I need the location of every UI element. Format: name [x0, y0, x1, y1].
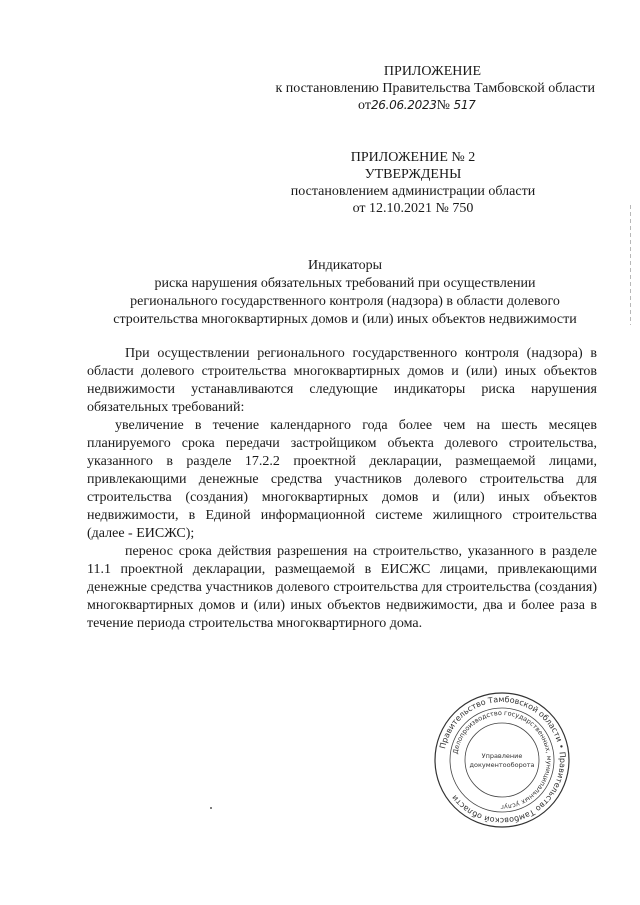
- body-paragraph-2: увеличение в течение календарного года более чем на шесть месяцев планируемого срока передачи застройщиком объекта долевого строительства, указанного в разделе 17.2.2 проектной декларации, размещаемой лицами, привлекающими денежные средства участников долевого строительства для строительства (создания) многоквартирных домов и (или) иных объектов недвижимости, в Единой информационной системе жилищного строительства (далее - ЕИСЖС);: [87, 418, 597, 541]
- title-line-4: строительства многоквартирных домов и (или) иных объектов недвижимости: [113, 312, 577, 327]
- official-seal: [432, 690, 572, 830]
- title-line-1: Индикаторы: [308, 258, 382, 273]
- svg-text:документооборота: документооборота: [469, 761, 535, 769]
- svg-text:Правительство Тамбовской облас: Правительство Тамбовской области • Правительство Тамбовской области: [438, 694, 568, 826]
- document-body: [87, 345, 597, 633]
- approved-dated: от 12.10.2021 № 750: [352, 201, 474, 216]
- appendix-header: [240, 63, 595, 114]
- document-title: [80, 257, 610, 329]
- resolution-date-number: [240, 97, 595, 114]
- body-paragraph-3: перенос срока действия разрешения на строительство, указанного в разделе 11.1 проектной декларации, размещаемой в ЕИСЖС лицами, привлекающими денежные средства участников долевого строительства для строительства (создания) многоквартирных домов и (или) иных объектов недвижимости, два и более раза в течение периода строительства многоквартирного дома.: [87, 544, 597, 631]
- handwritten-date: 26.06.2023: [370, 98, 437, 112]
- approved-by: постановлением администрации области: [290, 184, 536, 199]
- scan-edge-mark: [629, 205, 632, 325]
- approval-block: [268, 149, 558, 217]
- svg-text:Делопроизводство государственн: Делопроизводство государственных, муниципальных услуг: [451, 708, 554, 812]
- svg-text:Управление: Управление: [481, 752, 523, 760]
- title-line-3: регионального государственного контроля (надзора) в области долевого: [130, 294, 560, 309]
- body-paragraph-1: При осуществлении регионального государственного контроля (надзора) в области долевого строительства многоквартирных домов и (или) иных объектов недвижимости устанавливаются следующие индикаторы риска нарушения обязательных требований:: [87, 346, 597, 415]
- approved-label: УТВЕРЖДЕНЫ: [364, 167, 462, 182]
- appendix-to: к постановлению Правительства Тамбовской области: [275, 81, 595, 96]
- seal-icon: [432, 690, 572, 830]
- appendix-title: ПРИЛОЖЕНИЕ: [383, 64, 482, 79]
- number-prefix: №: [436, 98, 451, 113]
- from-prefix: от: [358, 98, 371, 113]
- handwritten-number: 517: [453, 98, 476, 112]
- appendix-number: ПРИЛОЖЕНИЕ № 2: [350, 150, 476, 165]
- scan-speck: [210, 807, 212, 809]
- title-line-2: риска нарушения обязательных требований при осуществлении: [154, 276, 536, 291]
